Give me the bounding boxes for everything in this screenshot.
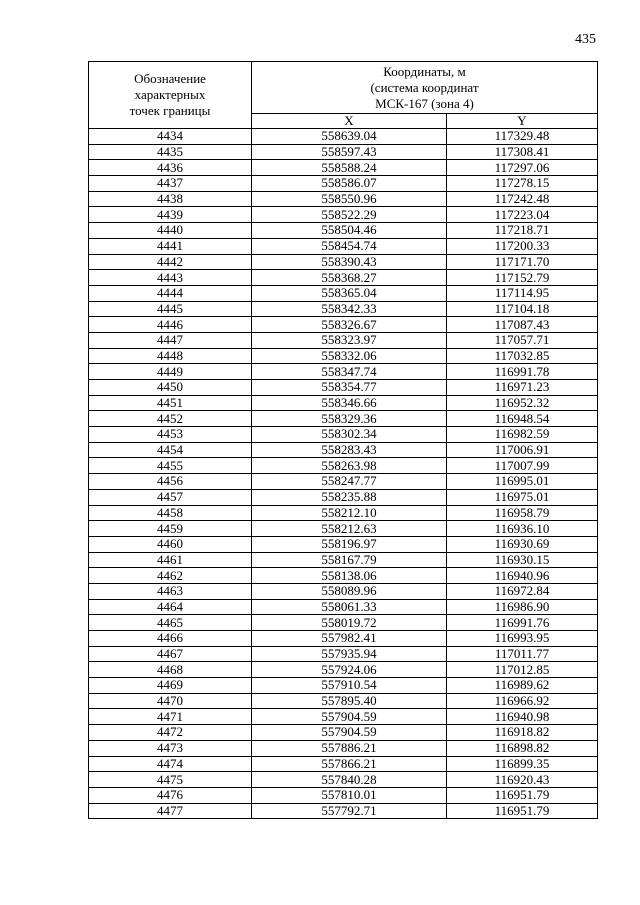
cell-point: 4444 <box>89 285 252 301</box>
cell-y: 116972.84 <box>447 583 598 599</box>
table-row <box>89 552 598 568</box>
cell-y: 117308.41 <box>447 144 598 160</box>
cell-y: 116920.43 <box>447 772 598 788</box>
table-row <box>89 583 598 599</box>
cell-x: 558138.06 <box>252 568 447 584</box>
cell-y: 116930.15 <box>447 552 598 568</box>
cell-x: 558212.63 <box>252 521 447 537</box>
cell-x: 557904.59 <box>252 709 447 725</box>
cell-y: 117007.99 <box>447 458 598 474</box>
cell-y: 116995.01 <box>447 474 598 490</box>
table-row <box>89 803 598 819</box>
cell-point: 4449 <box>89 364 252 380</box>
header-coordinates-line: (система координат <box>370 79 479 95</box>
cell-x: 558235.88 <box>252 489 447 505</box>
cell-y: 116993.95 <box>447 631 598 647</box>
cell-y: 116991.78 <box>447 364 598 380</box>
cell-y: 117032.85 <box>447 348 598 364</box>
cell-y: 116971.23 <box>447 380 598 396</box>
cell-y: 116899.35 <box>447 756 598 772</box>
cell-x: 557866.21 <box>252 756 447 772</box>
table-row <box>89 521 598 537</box>
table-row <box>89 348 598 364</box>
table-body <box>89 129 598 819</box>
cell-x: 558550.96 <box>252 191 447 207</box>
cell-x: 558522.29 <box>252 207 447 223</box>
table-row <box>89 176 598 192</box>
cell-y: 116898.82 <box>447 740 598 756</box>
cell-y: 117223.04 <box>447 207 598 223</box>
cell-point: 4440 <box>89 223 252 239</box>
table-row <box>89 631 598 647</box>
table-row <box>89 787 598 803</box>
header-y: Y <box>447 114 598 129</box>
table-row <box>89 709 598 725</box>
cell-point: 4477 <box>89 803 252 819</box>
cell-y: 116951.79 <box>447 803 598 819</box>
cell-x: 558639.04 <box>252 129 447 145</box>
cell-x: 558597.43 <box>252 144 447 160</box>
table-row <box>89 489 598 505</box>
cell-y: 117057.71 <box>447 332 598 348</box>
table-row <box>89 380 598 396</box>
cell-point: 4476 <box>89 787 252 803</box>
cell-y: 117171.70 <box>447 254 598 270</box>
cell-x: 557840.28 <box>252 772 447 788</box>
table-row <box>89 756 598 772</box>
cell-point: 4468 <box>89 662 252 678</box>
cell-point: 4470 <box>89 693 252 709</box>
cell-point: 4456 <box>89 474 252 490</box>
cell-y: 117104.18 <box>447 301 598 317</box>
cell-point: 4459 <box>89 521 252 537</box>
table-row <box>89 317 598 333</box>
table-row <box>89 474 598 490</box>
cell-point: 4434 <box>89 129 252 145</box>
cell-y: 116936.10 <box>447 521 598 537</box>
cell-y: 116989.62 <box>447 678 598 694</box>
cell-point: 4458 <box>89 505 252 521</box>
cell-point: 4438 <box>89 191 252 207</box>
cell-x: 558302.34 <box>252 427 447 443</box>
table-row <box>89 536 598 552</box>
header-coordinates <box>252 62 598 114</box>
table-row <box>89 270 598 286</box>
cell-y: 117242.48 <box>447 191 598 207</box>
table-row <box>89 144 598 160</box>
cell-y: 117114.95 <box>447 285 598 301</box>
cell-x: 558346.66 <box>252 395 447 411</box>
cell-y: 117297.06 <box>447 160 598 176</box>
cell-point: 4445 <box>89 301 252 317</box>
cell-y: 117329.48 <box>447 129 598 145</box>
cell-y: 117011.77 <box>447 646 598 662</box>
cell-x: 558196.97 <box>252 536 447 552</box>
table-row <box>89 568 598 584</box>
cell-point: 4453 <box>89 427 252 443</box>
cell-point: 4466 <box>89 631 252 647</box>
cell-point: 4465 <box>89 615 252 631</box>
cell-x: 557910.54 <box>252 678 447 694</box>
cell-y: 116951.79 <box>447 787 598 803</box>
table-row <box>89 285 598 301</box>
header-coordinates-line: МСК-167 (зона 4) <box>375 95 474 111</box>
cell-x: 557904.59 <box>252 725 447 741</box>
cell-x: 558061.33 <box>252 599 447 615</box>
cell-point: 4463 <box>89 583 252 599</box>
cell-point: 4442 <box>89 254 252 270</box>
cell-y: 116982.59 <box>447 427 598 443</box>
cell-x: 557895.40 <box>252 693 447 709</box>
cell-y: 116975.01 <box>447 489 598 505</box>
cell-point: 4467 <box>89 646 252 662</box>
cell-y: 117087.43 <box>447 317 598 333</box>
header-points-line: характерных <box>134 87 206 102</box>
cell-x: 558454.74 <box>252 238 447 254</box>
cell-x: 558263.98 <box>252 458 447 474</box>
cell-point: 4462 <box>89 568 252 584</box>
cell-x: 558019.72 <box>252 615 447 631</box>
header-points <box>89 62 252 129</box>
table-row <box>89 662 598 678</box>
cell-y: 117012.85 <box>447 662 598 678</box>
cell-y: 116940.96 <box>447 568 598 584</box>
table-row <box>89 254 598 270</box>
cell-point: 4455 <box>89 458 252 474</box>
cell-y: 116958.79 <box>447 505 598 521</box>
table-row <box>89 238 598 254</box>
cell-point: 4441 <box>89 238 252 254</box>
cell-x: 558326.67 <box>252 317 447 333</box>
page-number: 435 <box>575 32 596 47</box>
cell-x: 558504.46 <box>252 223 447 239</box>
cell-x: 557810.01 <box>252 787 447 803</box>
table-row <box>89 740 598 756</box>
header-x: X <box>252 114 447 129</box>
cell-x: 558089.96 <box>252 583 447 599</box>
cell-y: 116930.69 <box>447 536 598 552</box>
cell-point: 4452 <box>89 411 252 427</box>
cell-x: 558586.07 <box>252 176 447 192</box>
cell-point: 4472 <box>89 725 252 741</box>
cell-point: 4461 <box>89 552 252 568</box>
cell-x: 557935.94 <box>252 646 447 662</box>
cell-y: 117152.79 <box>447 270 598 286</box>
table-row <box>89 772 598 788</box>
table-row <box>89 395 598 411</box>
cell-y: 116940.98 <box>447 709 598 725</box>
cell-point: 4443 <box>89 270 252 286</box>
cell-point: 4437 <box>89 176 252 192</box>
table-row <box>89 599 598 615</box>
cell-x: 558354.77 <box>252 380 447 396</box>
cell-y: 116948.54 <box>447 411 598 427</box>
table-row <box>89 725 598 741</box>
cell-point: 4447 <box>89 332 252 348</box>
cell-x: 558323.97 <box>252 332 447 348</box>
cell-point: 4464 <box>89 599 252 615</box>
table-row <box>89 207 598 223</box>
cell-x: 558167.79 <box>252 552 447 568</box>
table-row <box>89 678 598 694</box>
cell-x: 557982.41 <box>252 631 447 647</box>
header-points-line: Обозначение <box>134 71 206 86</box>
cell-point: 4471 <box>89 709 252 725</box>
cell-x: 558212.10 <box>252 505 447 521</box>
cell-x: 558247.77 <box>252 474 447 490</box>
cell-point: 4473 <box>89 740 252 756</box>
cell-point: 4450 <box>89 380 252 396</box>
cell-x: 558588.24 <box>252 160 447 176</box>
cell-x: 558390.43 <box>252 254 447 270</box>
table-row <box>89 458 598 474</box>
cell-x: 557886.21 <box>252 740 447 756</box>
cell-point: 4474 <box>89 756 252 772</box>
cell-x: 558332.06 <box>252 348 447 364</box>
cell-point: 4475 <box>89 772 252 788</box>
cell-point: 4448 <box>89 348 252 364</box>
table-row <box>89 160 598 176</box>
cell-x: 558329.36 <box>252 411 447 427</box>
cell-y: 116991.76 <box>447 615 598 631</box>
cell-y: 117200.33 <box>447 238 598 254</box>
cell-point: 4469 <box>89 678 252 694</box>
cell-x: 558347.74 <box>252 364 447 380</box>
cell-y: 117278.15 <box>447 176 598 192</box>
table-row <box>89 191 598 207</box>
cell-y: 116966.92 <box>447 693 598 709</box>
cell-x: 557792.71 <box>252 803 447 819</box>
table-row <box>89 129 598 145</box>
table-row <box>89 411 598 427</box>
table-row <box>89 442 598 458</box>
cell-point: 4457 <box>89 489 252 505</box>
cell-y: 117006.91 <box>447 442 598 458</box>
cell-x: 558368.27 <box>252 270 447 286</box>
cell-x: 557924.06 <box>252 662 447 678</box>
table-row <box>89 505 598 521</box>
cell-point: 4436 <box>89 160 252 176</box>
cell-y: 117218.71 <box>447 223 598 239</box>
table-row <box>89 301 598 317</box>
cell-y: 116952.32 <box>447 395 598 411</box>
cell-y: 116918.82 <box>447 725 598 741</box>
table-row <box>89 646 598 662</box>
table-row <box>89 364 598 380</box>
cell-point: 4460 <box>89 536 252 552</box>
cell-point: 4435 <box>89 144 252 160</box>
cell-x: 558283.43 <box>252 442 447 458</box>
header-points-line: точек границы <box>129 103 211 118</box>
cell-x: 558342.33 <box>252 301 447 317</box>
cell-point: 4439 <box>89 207 252 223</box>
coordinates-table <box>88 61 598 819</box>
table-header <box>89 62 598 129</box>
table-row <box>89 693 598 709</box>
cell-y: 116986.90 <box>447 599 598 615</box>
header-row <box>89 62 598 114</box>
cell-point: 4446 <box>89 317 252 333</box>
table-row <box>89 427 598 443</box>
cell-x: 558365.04 <box>252 285 447 301</box>
table-row <box>89 332 598 348</box>
cell-point: 4451 <box>89 395 252 411</box>
cell-point: 4454 <box>89 442 252 458</box>
table-row <box>89 223 598 239</box>
header-coordinates-line: Координаты, м <box>383 63 466 79</box>
table-row <box>89 615 598 631</box>
